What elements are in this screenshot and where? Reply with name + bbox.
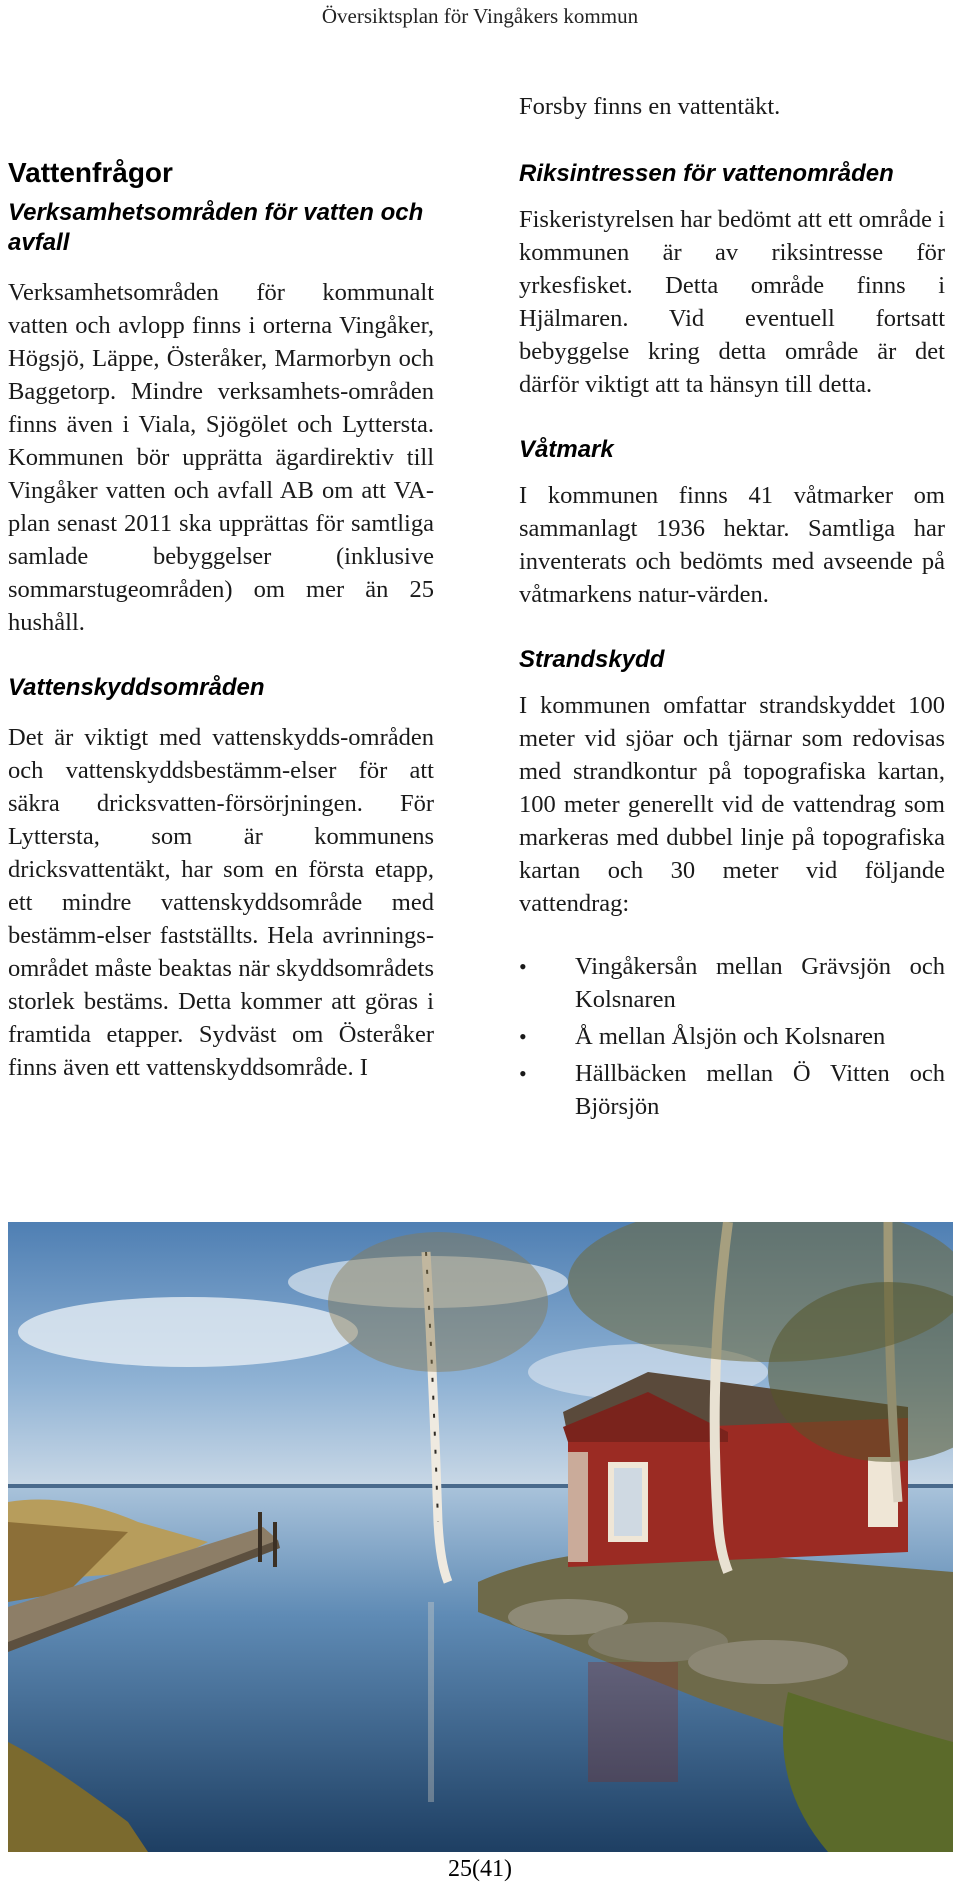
bullet-icon: •: [519, 954, 527, 979]
running-header: Översiktsplan för Vingåkers kommun: [321, 4, 639, 28]
heading-vattenskyddsomraden: Vattenskyddsområden: [8, 673, 265, 701]
heading-riksintressen: Riksintressen för vattenområden: [519, 160, 894, 187]
lake-cabin-photo: [8, 1222, 953, 1852]
list-item-text: Vingåkersån mellan Grävsjön och Kolsnaren: [575, 953, 945, 1013]
paragraph-riksintressen: Fiskeristyrelsen har bedömt att ett område i kommunen är av riksintresse för yrkesfisket. Detta område finns i Hjälmaren. Vid eventuell fortsatt bebyggelse kring detta område är det därför viktigt att ta hänsyn till detta.: [519, 206, 945, 398]
paragraph-vatmark: I kommunen finns 41 våtmarker om sammanlagt 1936 hektar. Samtliga har inventerats och bedömts med avseende på våtmarkens natur-värden.: [519, 482, 945, 608]
page-number: 25(41): [448, 1856, 512, 1882]
heading-verksamhetsomraden: Verksamhetsområden för vatten och avfall: [8, 198, 424, 256]
list-item-text: Hällbäcken mellan Ö Vitten och Björsjön: [575, 1060, 945, 1120]
strandskydd-bullet-list: [519, 950, 945, 1123]
heading-vatmark: Våtmark: [519, 436, 614, 463]
list-item: [519, 1020, 945, 1053]
list-item-text: Å mellan Ålsjön och Kolsnaren: [575, 1023, 886, 1050]
bullet-icon: •: [519, 1024, 527, 1049]
list-item: [519, 1057, 945, 1123]
heading-strandskydd: Strandskydd: [519, 646, 665, 673]
paragraph-continuation: Forsby finns en vattentäkt.: [519, 93, 781, 120]
paragraph-strandskydd: I kommunen omfattar strandskyddet 100 meter vid sjöar och tjärnar som redovisas med strandkontur på topografiska kartan, 100 meter generellt vid de vattendrag som markeras med dubbel linje på topografiska kartan och 30 meter vid följande vattendrag:: [519, 692, 945, 917]
paragraph-vattenskyddsomraden: Det är viktigt med vattenskydds-områden och vattenskyddsbestämm-elser för att säkra dricksvatten-försörjningen. För Lyttersta, som är kommunens dricksvattentäkt, har som en första etapp, ett mindre vattenskyddsområde med bestämm-elser fastställts. Hela avrinnings-området måste beaktas när skyddsområdets storlek bestäms. Detta kommer att göras i framtida etapper. Sydväst om Österåker finns även ett vattenskyddsområde. I: [8, 723, 434, 1081]
bullet-icon: •: [519, 1061, 527, 1086]
section-title: Vattenfrågor: [8, 157, 173, 188]
right-column: [519, 90, 945, 1127]
left-column: [8, 90, 434, 1118]
list-item: [519, 950, 945, 1016]
paragraph-verksamhetsomraden: Verksamhetsområden för kommunalt vatten och avlopp finns i orterna Vingåker, Högsjö, Läppe, Österåker, Marmorbyn och Baggetorp. Mindre verksamhets-områden finns även i Viala, Sjögölet och Lyttersta. Kommunen bör upprätta ägardirektiv till Vingåker vatten och avfall AB om att VA-plan senast 2011 ska upprättas för samtliga samlade bebyggelser (inklusive sommarstugeområden) om mer än 25 hushåll.: [8, 278, 434, 636]
